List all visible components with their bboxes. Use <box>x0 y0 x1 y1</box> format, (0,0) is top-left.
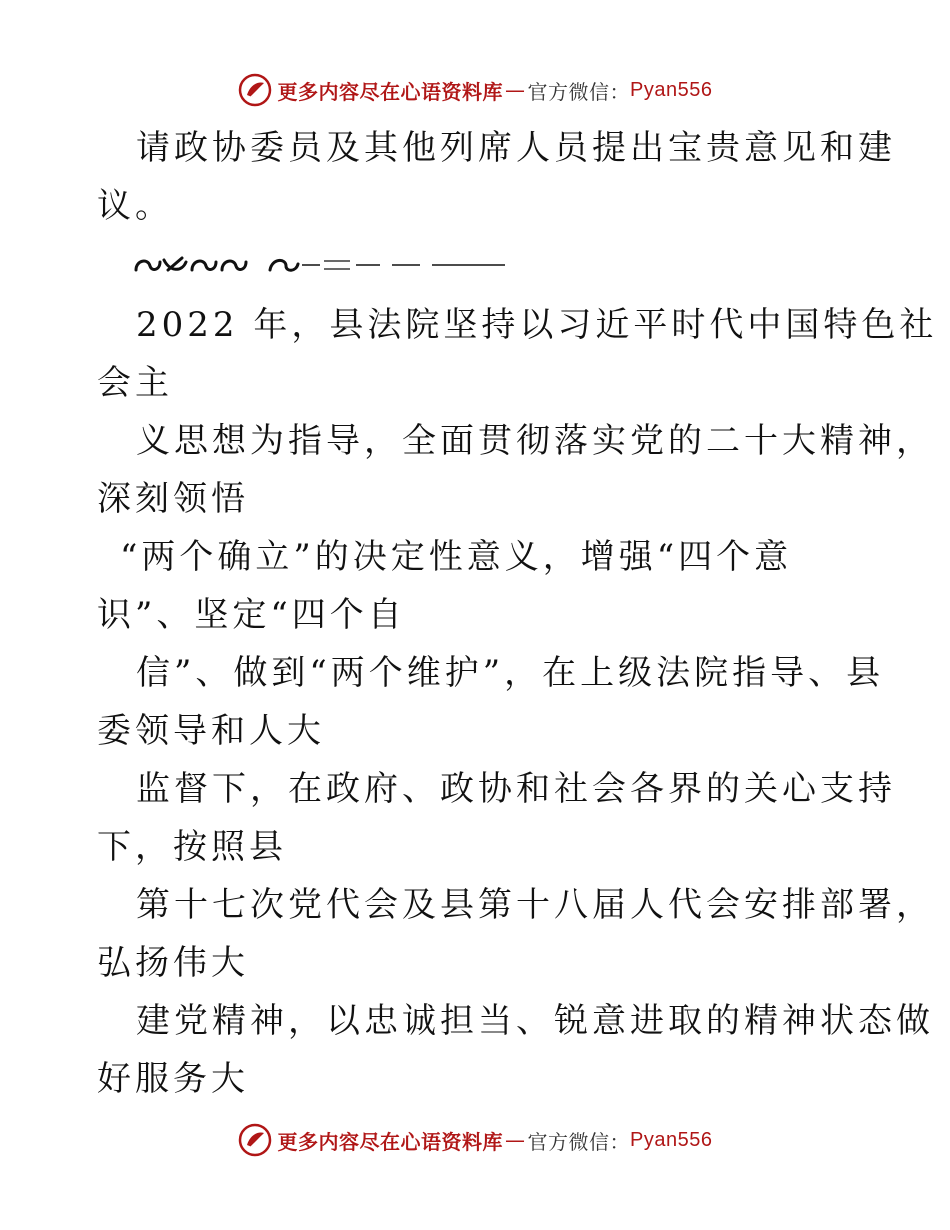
text-line: 委领导和人大 <box>97 711 325 751</box>
text-line: 请政协委员及其他列席人员提出宝贵意见和建 <box>136 128 896 168</box>
header-banner <box>0 70 950 110</box>
banner-sub-text: 官方微信： <box>527 1129 631 1154</box>
text-line: 好服务大 <box>97 1059 249 1099</box>
text-line: 议。 <box>97 186 173 226</box>
ornament-divider-icon <box>130 250 510 280</box>
text-line: 识”、坚定“四个自 <box>97 595 406 635</box>
text-line: 义思想为指导，全面贯彻落实党的二十大精神， <box>136 421 934 461</box>
library-logo-icon <box>238 73 272 107</box>
text-line: 弘扬伟大 <box>97 943 249 983</box>
banner-dash: — <box>505 1128 526 1152</box>
banner-wechat-id: Pyan556 <box>630 1128 713 1151</box>
banner-wechat-id: Pyan556 <box>630 78 713 101</box>
text-line: “两个确立”的决定性意义，增强“四个意 <box>120 537 793 577</box>
text-line: 监督下，在政府、政协和社会各界的关心支持 <box>136 769 896 809</box>
text-line: 深刻领悟 <box>97 479 249 519</box>
banner-sub-text: 官方微信： <box>527 79 631 104</box>
text-line: 2022 年，县法院坚持以习近平时代中国特色社 <box>136 305 938 345</box>
banner-main-text: 更多内容尽在心语资料库 <box>277 79 504 104</box>
banner-dash: — <box>505 78 526 102</box>
text-line: 建党精神，以忠诚担当、锐意进取的精神状态做 <box>136 1001 934 1041</box>
library-logo-icon <box>238 1123 272 1157</box>
text-line: 第十七次党代会及县第十八届人代会安排部署， <box>136 885 934 925</box>
text-line: 会主 <box>97 363 173 403</box>
footer-banner <box>0 1120 950 1160</box>
text-line: 下，按照县 <box>97 827 287 867</box>
text-line: 信”、做到“两个维护”，在上级法院指导、县 <box>136 653 885 693</box>
banner-main-text: 更多内容尽在心语资料库 <box>277 1129 504 1154</box>
